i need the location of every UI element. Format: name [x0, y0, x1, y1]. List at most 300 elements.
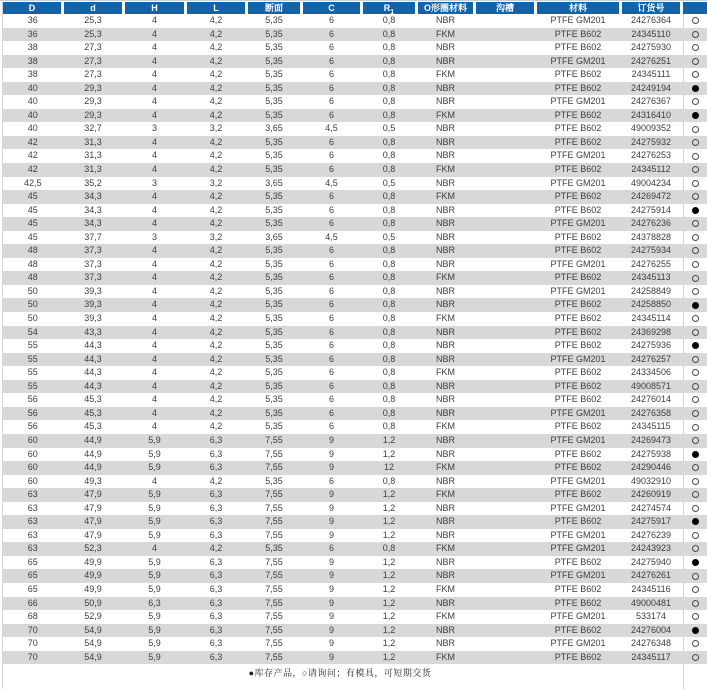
cell-C: 4,5: [325, 231, 338, 242]
cell-order-number: 24275930: [630, 42, 672, 53]
cell-section: 5,35: [265, 204, 283, 215]
table-row: [3, 177, 707, 191]
cell-section: 5,35: [265, 164, 283, 175]
cell-D: 63: [27, 489, 38, 500]
cell-d: 37,7: [84, 231, 102, 242]
cell-groove: [475, 163, 536, 177]
stock-open-icon: [692, 275, 699, 282]
cell-L: 6,3: [209, 434, 223, 445]
table-row: [3, 285, 707, 299]
stock-filled-icon: [692, 627, 699, 634]
cell-section: 5,35: [265, 407, 283, 418]
cell-order-number: 49008571: [630, 380, 672, 391]
cell-material: PTFE B602: [554, 448, 602, 459]
cell-R1: 1,2: [382, 502, 396, 513]
cell-groove: [475, 610, 536, 624]
cell-H: 4: [151, 299, 157, 310]
cell-H: 4: [151, 150, 157, 161]
cell-oring-material: NBR: [435, 380, 455, 391]
cell-d: 25,3: [84, 15, 102, 25]
cell-C: 6: [328, 475, 334, 486]
col-header-order-number: 订货号: [621, 2, 682, 14]
cell-L: 4,2: [209, 150, 223, 161]
cell-groove: [475, 583, 536, 597]
cell-C: 6: [328, 150, 334, 161]
stock-open-icon: [692, 640, 699, 647]
cell-section: 5,35: [265, 353, 283, 364]
cell-oring-material: NBR: [435, 136, 455, 147]
cell-groove: [475, 651, 536, 665]
cell-material: PTFE B602: [554, 380, 602, 391]
cell-order-number: 24275914: [630, 204, 672, 215]
table-row: [3, 109, 707, 123]
cell-section: 5,35: [265, 55, 283, 66]
cell-H: 4: [151, 380, 157, 391]
cell-R1: 1,2: [382, 611, 396, 622]
cell-R1: 1,2: [382, 638, 396, 649]
cell-C: 9: [328, 556, 334, 567]
cell-material: PTFE GM201: [550, 407, 606, 418]
stock-open-icon: [692, 383, 699, 390]
cell-C: 6: [328, 299, 334, 310]
cell-d: 32,7: [84, 123, 102, 134]
cell-stock: [682, 488, 707, 502]
cell-C: 6: [328, 353, 334, 364]
cell-R1: 1,2: [382, 597, 396, 608]
cell-H: 4: [151, 191, 157, 202]
cell-C: 6: [328, 272, 334, 283]
cell-groove: [475, 177, 536, 191]
cell-oring-material: NBR: [435, 285, 455, 296]
stock-open-icon: [692, 220, 699, 227]
cell-L: 4,2: [209, 394, 223, 405]
cell-H: 4: [151, 164, 157, 175]
cell-C: 6: [328, 285, 334, 296]
cell-oring-material: NBR: [435, 42, 455, 53]
cell-D: 65: [27, 570, 38, 581]
cell-L: 4,2: [209, 82, 223, 93]
cell-H: 5,9: [148, 583, 161, 594]
cell-material: PTFE GM201: [550, 150, 606, 161]
cell-R1: 0,8: [382, 55, 396, 66]
cell-oring-material: NBR: [435, 407, 455, 418]
cell-D: 55: [27, 380, 38, 391]
cell-H: 3: [151, 123, 157, 134]
cell-D: 68: [27, 611, 38, 622]
cell-H: 4: [151, 475, 157, 486]
cell-L: 6,3: [209, 583, 223, 594]
cell-D: 56: [27, 394, 38, 405]
cell-d: 39,3: [84, 299, 102, 310]
col-header-R1: $R_1$: [362, 2, 417, 14]
cell-d: 31,3: [84, 150, 102, 161]
cell-stock: [682, 122, 707, 136]
cell-section: 5,35: [265, 313, 283, 324]
table-header-row: [3, 2, 707, 14]
table-header: [3, 2, 707, 14]
cell-material: PTFE GM201: [550, 55, 606, 66]
cell-C: 4,5: [325, 177, 338, 188]
cell-R1: 1,2: [382, 651, 396, 662]
cell-stock: [682, 177, 707, 191]
table-row: [3, 448, 707, 462]
cell-D: 45: [27, 231, 38, 242]
stock-open-icon: [692, 586, 699, 593]
cell-H: 5,9: [148, 570, 161, 581]
cell-section: 7,55: [265, 624, 283, 635]
cell-groove: [475, 14, 536, 28]
stock-filled-icon: [692, 112, 699, 119]
cell-groove: [475, 55, 536, 69]
cell-L: 6,3: [209, 638, 223, 649]
cell-groove: [475, 637, 536, 651]
cell-material: PTFE GM201: [550, 543, 606, 554]
cell-section: 7,55: [265, 489, 283, 500]
cell-L: 4,2: [209, 367, 223, 378]
cell-order-number: 24276255: [630, 258, 672, 269]
cell-oring-material: FKM: [436, 543, 455, 554]
cell-d: 45,3: [84, 394, 102, 405]
cell-stock: [682, 393, 707, 407]
cell-D: 42: [27, 136, 38, 147]
cell-oring-material: NBR: [435, 475, 455, 486]
cell-material: PTFE B602: [554, 340, 602, 351]
cell-material: PTFE B602: [554, 651, 602, 662]
cell-stock: [682, 136, 707, 150]
cell-section: 7,55: [265, 651, 283, 662]
cell-D: 40: [27, 123, 38, 134]
cell-stock: [682, 109, 707, 123]
stock-filled-icon: [692, 85, 699, 92]
cell-H: 4: [151, 394, 157, 405]
stock-open-icon: [692, 600, 699, 607]
cell-H: 4: [151, 15, 157, 25]
cell-H: 5,9: [148, 638, 161, 649]
cell-d: 52,9: [84, 611, 102, 622]
cell-L: 3,2: [209, 123, 223, 134]
cell-C: 9: [328, 462, 334, 473]
cell-R1: 0,5: [382, 123, 396, 134]
cell-L: 4,2: [209, 55, 223, 66]
cell-H: 4: [151, 28, 157, 39]
cell-L: 4,2: [209, 313, 223, 324]
cell-R1: 0,8: [382, 313, 396, 324]
cell-groove: [475, 461, 536, 475]
cell-oring-material: NBR: [435, 177, 455, 188]
stock-open-icon: [692, 329, 699, 336]
cell-R1: 1,2: [382, 583, 396, 594]
cell-H: 4: [151, 340, 157, 351]
cell-order-number: 49032910: [630, 475, 672, 486]
cell-C: 6: [328, 28, 334, 39]
cell-C: 9: [328, 502, 334, 513]
cell-R1: 1,2: [382, 516, 396, 527]
cell-R1: 1,2: [382, 448, 396, 459]
cell-section: 5,35: [265, 394, 283, 405]
cell-d: 47,9: [84, 529, 102, 540]
table-row: [3, 624, 707, 638]
cell-groove: [475, 515, 536, 529]
cell-oring-material: NBR: [435, 55, 455, 66]
cell-stock: [682, 380, 707, 394]
cell-section: 5,35: [265, 69, 283, 80]
cell-d: 52,3: [84, 543, 102, 554]
cell-groove: [475, 68, 536, 82]
cell-stock: [682, 163, 707, 177]
cell-R1: 12: [383, 462, 394, 473]
cell-order-number: 24276014: [630, 394, 672, 405]
cell-D: 42: [27, 150, 38, 161]
cell-D: 70: [27, 638, 38, 649]
cell-material: PTFE B602: [554, 82, 602, 93]
cell-section: 5,35: [265, 28, 283, 39]
cell-stock: [682, 312, 707, 326]
cell-C: 6: [328, 82, 334, 93]
cell-material: PTFE B602: [554, 299, 602, 310]
cell-D: 63: [27, 529, 38, 540]
cell-oring-material: NBR: [435, 353, 455, 364]
cell-L: 4,2: [209, 42, 223, 53]
cell-L: 4,2: [209, 245, 223, 256]
cell-C: 6: [328, 69, 334, 80]
col-header-section: 断面: [247, 2, 302, 14]
cell-material: PTFE B602: [554, 245, 602, 256]
cell-C: 9: [328, 489, 334, 500]
table-row: [3, 597, 707, 611]
cell-R1: 0,8: [382, 69, 396, 80]
cell-R1: 1,2: [382, 434, 396, 445]
cell-C: 6: [328, 407, 334, 418]
table-row: [3, 515, 707, 529]
cell-R1: 0,8: [382, 543, 396, 554]
cell-material: PTFE GM201: [550, 570, 606, 581]
stock-open-icon: [692, 505, 699, 512]
cell-section: 7,55: [265, 529, 283, 540]
cell-oring-material: FKM: [436, 462, 455, 473]
cell-D: 70: [27, 624, 38, 635]
cell-R1: 0,5: [382, 231, 396, 242]
cell-L: 6,3: [209, 611, 223, 622]
cell-H: 3: [151, 177, 157, 188]
cell-R1: 0,8: [382, 353, 396, 364]
cell-material: PTFE GM201: [550, 177, 606, 188]
cell-C: 6: [328, 340, 334, 351]
cell-oring-material: NBR: [435, 638, 455, 649]
cell-oring-material: NBR: [435, 299, 455, 310]
table-row: [3, 407, 707, 421]
cell-d: 35,2: [84, 177, 102, 188]
cell-L: 4,2: [209, 272, 223, 283]
cell-material: PTFE B602: [554, 164, 602, 175]
cell-R1: 0,8: [382, 82, 396, 93]
cell-order-number: 24276358: [630, 407, 672, 418]
cell-groove: [475, 231, 536, 245]
cell-d: 54,9: [84, 651, 102, 662]
cell-H: 4: [151, 421, 157, 432]
cell-order-number: 24274574: [630, 502, 672, 513]
cell-stock: [682, 515, 707, 529]
stock-open-icon: [692, 545, 699, 552]
cell-order-number: 24345114: [631, 313, 671, 324]
cell-D: 45: [27, 191, 38, 202]
cell-groove: [475, 122, 536, 136]
cell-order-number: 24276251: [630, 55, 672, 66]
cell-stock: [682, 149, 707, 163]
cell-D: 63: [27, 502, 38, 513]
cell-H: 4: [151, 42, 157, 53]
cell-stock: [682, 366, 707, 380]
cell-order-number: 24345117: [631, 651, 671, 662]
cell-d: 44,9: [84, 434, 102, 445]
cell-section: 7,55: [265, 638, 283, 649]
cell-order-number: 24345110: [631, 28, 671, 39]
cell-material: PTFE B602: [554, 624, 602, 635]
stock-open-icon: [692, 654, 699, 661]
stock-open-icon: [692, 247, 699, 254]
cell-section: 5,35: [265, 299, 283, 310]
cell-H: 4: [151, 353, 157, 364]
cell-groove: [475, 488, 536, 502]
cell-material: PTFE GM201: [550, 502, 606, 513]
cell-R1: 0,8: [382, 136, 396, 147]
cell-oring-material: NBR: [435, 150, 455, 161]
cell-d: 29,3: [84, 96, 102, 107]
cell-oring-material: NBR: [435, 245, 455, 256]
cell-groove: [475, 420, 536, 434]
cell-C: 4,5: [325, 123, 338, 134]
cell-section: 7,55: [265, 462, 283, 473]
table-row: [3, 271, 707, 285]
cell-H: 4: [151, 204, 157, 215]
stock-open-icon: [692, 139, 699, 146]
cell-D: 55: [27, 353, 38, 364]
cell-D: 63: [27, 543, 38, 554]
cell-section: 7,55: [265, 502, 283, 513]
cell-oring-material: FKM: [436, 191, 455, 202]
cell-groove: [475, 475, 536, 489]
cell-groove: [475, 258, 536, 272]
cell-D: 55: [27, 340, 38, 351]
cell-section: 7,55: [265, 611, 283, 622]
cell-R1: 0,8: [382, 164, 396, 175]
stock-open-icon: [692, 193, 699, 200]
stock-open-icon: [692, 180, 699, 187]
cell-L: 6,3: [209, 462, 223, 473]
cell-d: 49,9: [84, 556, 102, 567]
cell-L: 6,3: [209, 516, 223, 527]
cell-C: 6: [328, 313, 334, 324]
cell-L: 4,2: [209, 191, 223, 202]
cell-D: 60: [27, 475, 38, 486]
cell-R1: 0,8: [382, 109, 396, 120]
cell-material: PTFE B602: [554, 326, 602, 337]
cell-L: 4,2: [209, 96, 223, 107]
cell-D: 38: [27, 69, 38, 80]
table-row: [3, 569, 707, 583]
stock-open-icon: [692, 424, 699, 431]
cell-material: PTFE B602: [554, 462, 602, 473]
cell-groove: [475, 434, 536, 448]
cell-L: 4,2: [209, 204, 223, 215]
cell-groove: [475, 149, 536, 163]
stock-open-icon: [692, 613, 699, 620]
cell-L: 6,3: [209, 529, 223, 540]
col-header-material: 材料: [536, 2, 621, 14]
cell-oring-material: NBR: [435, 204, 455, 215]
cell-R1: 0,8: [382, 258, 396, 269]
cell-material: PTFE B602: [554, 136, 602, 147]
cell-oring-material: NBR: [435, 624, 455, 635]
cell-oring-material: FKM: [436, 313, 455, 324]
cell-stock: [682, 556, 707, 570]
stock-open-icon: [692, 17, 699, 24]
cell-material: PTFE B602: [554, 109, 602, 120]
cell-section: 5,35: [265, 326, 283, 337]
cell-material: PTFE B602: [554, 583, 602, 594]
cell-R1: 0,8: [382, 96, 396, 107]
cell-stock: [682, 41, 707, 55]
cell-section: 5,35: [265, 421, 283, 432]
cell-L: 4,2: [209, 164, 223, 175]
cell-C: 9: [328, 624, 334, 635]
cell-section: 5,35: [265, 380, 283, 391]
cell-material: PTFE B602: [554, 556, 602, 567]
cell-D: 36: [27, 28, 38, 39]
cell-H: 6,3: [148, 597, 161, 608]
cell-H: 4: [151, 285, 157, 296]
cell-H: 4: [151, 69, 157, 80]
cell-L: 4,2: [209, 15, 223, 25]
cell-groove: [475, 271, 536, 285]
cell-order-number: 24275917: [630, 516, 672, 527]
cell-groove: [475, 529, 536, 543]
cell-H: 5,9: [148, 611, 161, 622]
stock-open-icon: [692, 573, 699, 580]
cell-H: 5,9: [148, 556, 161, 567]
cell-R1: 0,8: [382, 285, 396, 296]
cell-D: 56: [27, 421, 38, 432]
cell-order-number: 24345115: [631, 421, 671, 432]
cell-section: 7,55: [265, 556, 283, 567]
cell-H: 4: [151, 258, 157, 269]
cell-d: 50,9: [84, 597, 102, 608]
cell-C: 6: [328, 136, 334, 147]
cell-section: 3,65: [265, 177, 283, 188]
cell-stock: [682, 448, 707, 462]
cell-oring-material: NBR: [435, 529, 455, 540]
cell-oring-material: NBR: [435, 96, 455, 107]
col-header-D: D: [3, 2, 63, 14]
cell-H: 4: [151, 82, 157, 93]
cell-stock: [682, 298, 707, 312]
cell-order-number: 24276239: [630, 529, 672, 540]
stock-filled-icon: [692, 559, 699, 566]
cell-section: 5,35: [265, 543, 283, 554]
table-row: [3, 122, 707, 136]
cell-R1: 0,8: [382, 42, 396, 53]
cell-C: 9: [328, 570, 334, 581]
col-header-groove: 沟槽: [475, 2, 536, 14]
cell-section: 5,35: [265, 285, 283, 296]
cell-d: 31,3: [84, 164, 102, 175]
cell-order-number: 49009352: [630, 123, 672, 134]
page-top-border: [0, 0, 707, 1]
cell-H: 4: [151, 245, 157, 256]
table-row: [3, 163, 707, 177]
cell-groove: [475, 41, 536, 55]
cell-stock: [682, 258, 707, 272]
cell-d: 29,3: [84, 109, 102, 120]
